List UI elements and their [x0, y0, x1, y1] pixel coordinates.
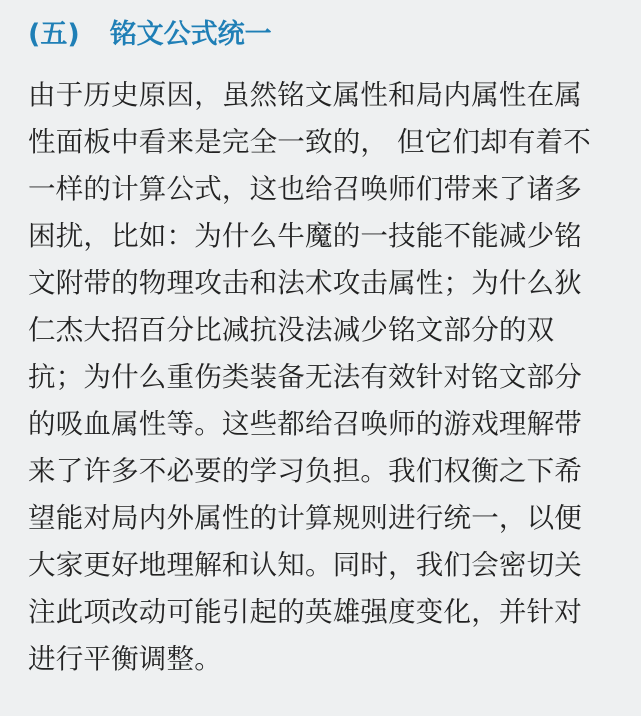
paragraph-line: 大家更好地理解和认知。同时，我们会密切关	[28, 549, 582, 581]
paragraph-line: 进行平衡调整。	[28, 643, 222, 675]
paragraph-line: 由于历史原因，虽然铭文属性和局内属性在属	[28, 79, 582, 111]
paragraph-line: 困扰，比如：为什么牛魔的一技能不能减少铭	[28, 220, 582, 252]
paragraph-line: 文附带的物理攻击和法术攻击属性；为什么狄	[28, 267, 582, 299]
paragraph-line: 一样的计算公式，这也给召唤师们带来了诸多	[28, 173, 582, 205]
article-paragraph	[28, 72, 628, 683]
section-heading	[28, 12, 272, 58]
paragraph-line: 来了许多不必要的学习负担。我们权衡之下希	[28, 455, 582, 487]
paragraph-line: 抗；为什么重伤类装备无法有效针对铭文部分	[28, 361, 582, 393]
paragraph-line: 的吸血属性等。这些都给召唤师的游戏理解带	[28, 408, 582, 440]
section-title: 铭文公式统一	[109, 19, 272, 50]
paragraph-line: 仁杰大招百分比减抗没法减少铭文部分的双	[28, 314, 555, 346]
paragraph-line: 望能对局内外属性的计算规则进行统一，以便	[28, 502, 582, 534]
section-number: (五)	[28, 19, 80, 50]
paragraph-line: 注此项改动可能引起的英雄强度变化，并针对	[28, 596, 582, 628]
paragraph-line: 性面板中看来是完全一致的， 但它们却有着不	[28, 126, 591, 158]
